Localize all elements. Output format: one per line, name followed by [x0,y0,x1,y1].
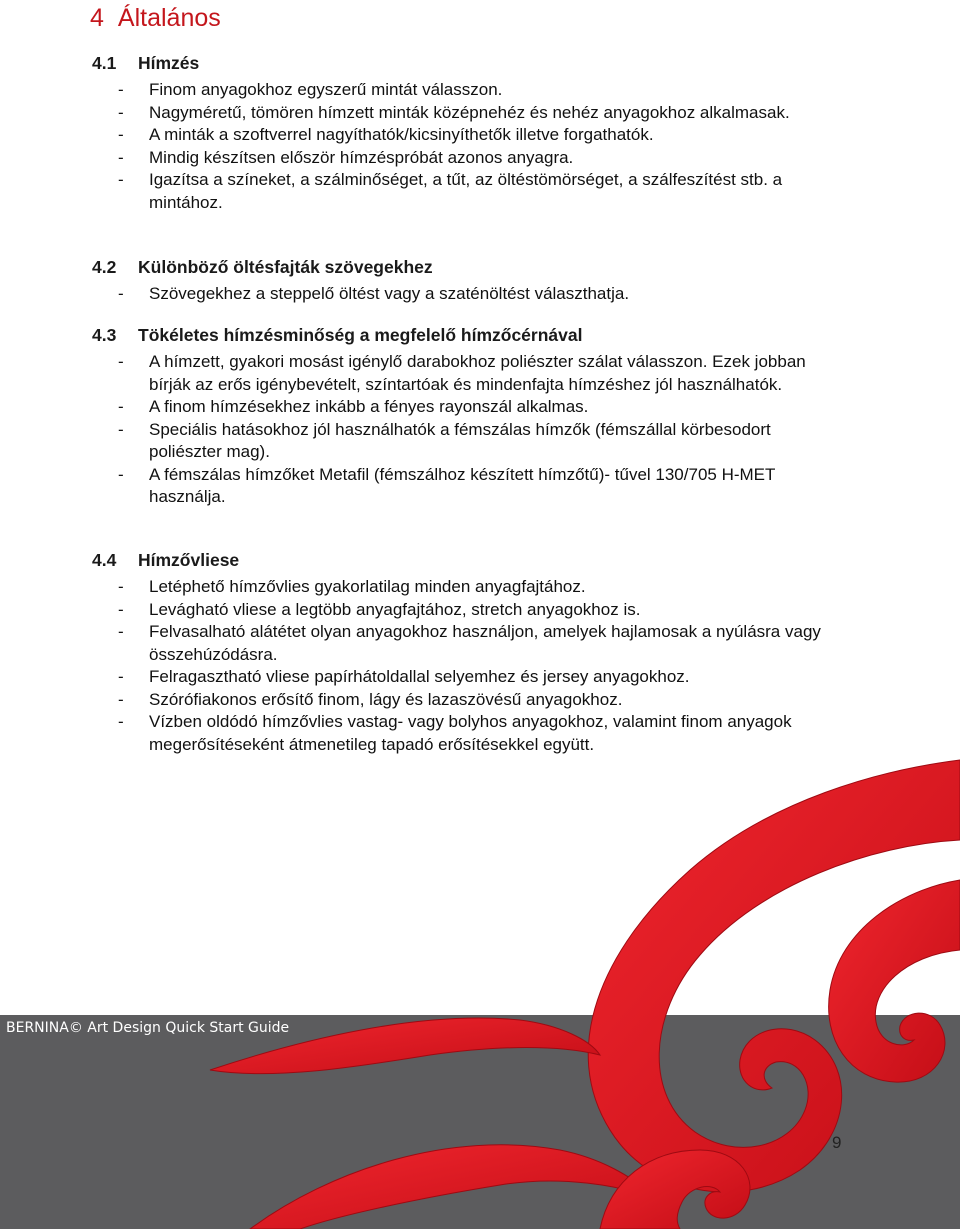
list-item: - Szórófiakonos erősítő finom, lágy és lazaszövésű anyagokhoz. [118,689,623,709]
section-title: Tökéletes hímzésminőség a megfelelő hímzőcérnával [138,325,583,345]
section-number: 4.4 [92,550,117,570]
section-heading-4-1 [92,53,199,74]
list-item: - Mindig készítsen először hímzéspróbát azonos anyagra. [118,147,574,167]
list-item: - Felragasztható vliese papírhátoldallal selyemhez és jersey anyagokhoz. [118,667,690,686]
list-item: - Felvasalható alátétet olyan anyagokhoz használjon, amelyek hajlamosak a nyúlásra vagy összehúzódásra. [118,622,821,664]
list-item: - Igazítsa a színeket, a szálminőséget, a tűt, az öltéstömörséget, a szálfeszítést stb. a mintához. [118,170,783,212]
list-item: - Szövegekhez a steppelő öltést vagy a szaténöltést választhatja. [118,284,630,303]
list-item: - A hímzett, gyakori mosást igénylő darabokhoz poliészter szálat válasszon. Ezek jobban bírják az erős igénybevételt, színtartóak és mindenfajta hímzéshez jól használhatók. [118,352,806,394]
heading-title: Általános [117,4,221,32]
list-item: - Vízben oldódó hímzővlies vastag- vagy bolyhos anyagokhoz, valamint finom anyagok megerősítéseként átmenetileg tapadó erősítésekkel együtt. [118,712,792,754]
section-title: Különböző öltésfajták szövegekhez [138,257,433,277]
page-heading [90,4,221,33]
list-item: - Speciális hatásokhoz jól használhatók a fémszálas hímzők (fémszállal körbesodort poliészter mag). [118,419,771,461]
list-item: - Letéphető hímzővlies gyakorlatilag minden anyagfajtához. [118,577,586,596]
section-number: 4.1 [92,53,117,73]
list-item: - Levágható vliese a legtöbb anyagfajtához, stretch anyagokhoz is. [118,599,641,619]
heading-number: 4 [90,4,104,32]
section-number: 4.2 [92,257,117,277]
list-item: - A minták a szoftverrel nagyíthatók/kicsinyíthetők illetve forgathatók. [118,125,654,144]
page-number: 9 [832,1133,842,1152]
section-heading-4-2 [92,257,433,278]
section-title: Hímzés [138,53,200,73]
list-item: - A finom hímzésekhez inkább a fényes rayonszál alkalmas. [118,397,589,416]
section-list-4-4 [118,576,853,756]
list-item: - Nagyméretű, tömören hímzett minták középnehéz és nehéz anyagokhoz alkalmasak. [118,102,790,122]
section-number: 4.3 [92,325,117,345]
list-item: - A fémszálas hímzőket Metafil (fémszálhoz készített hímzőtű)- tűvel 130/705 H-MET használja. [118,464,776,506]
section-title: Hímzővliese [138,550,240,570]
list-item: - Finom anyagokhoz egyszerű mintát válasszon. [118,80,503,99]
section-heading-4-3 [92,325,582,346]
section-list-4-2 [118,283,838,306]
footer-guide-title: BERNINA© Art Design Quick Start Guide [6,1020,290,1036]
section-heading-4-4 [92,550,239,571]
section-list-4-3 [118,351,848,509]
section-list-4-1 [118,79,798,214]
